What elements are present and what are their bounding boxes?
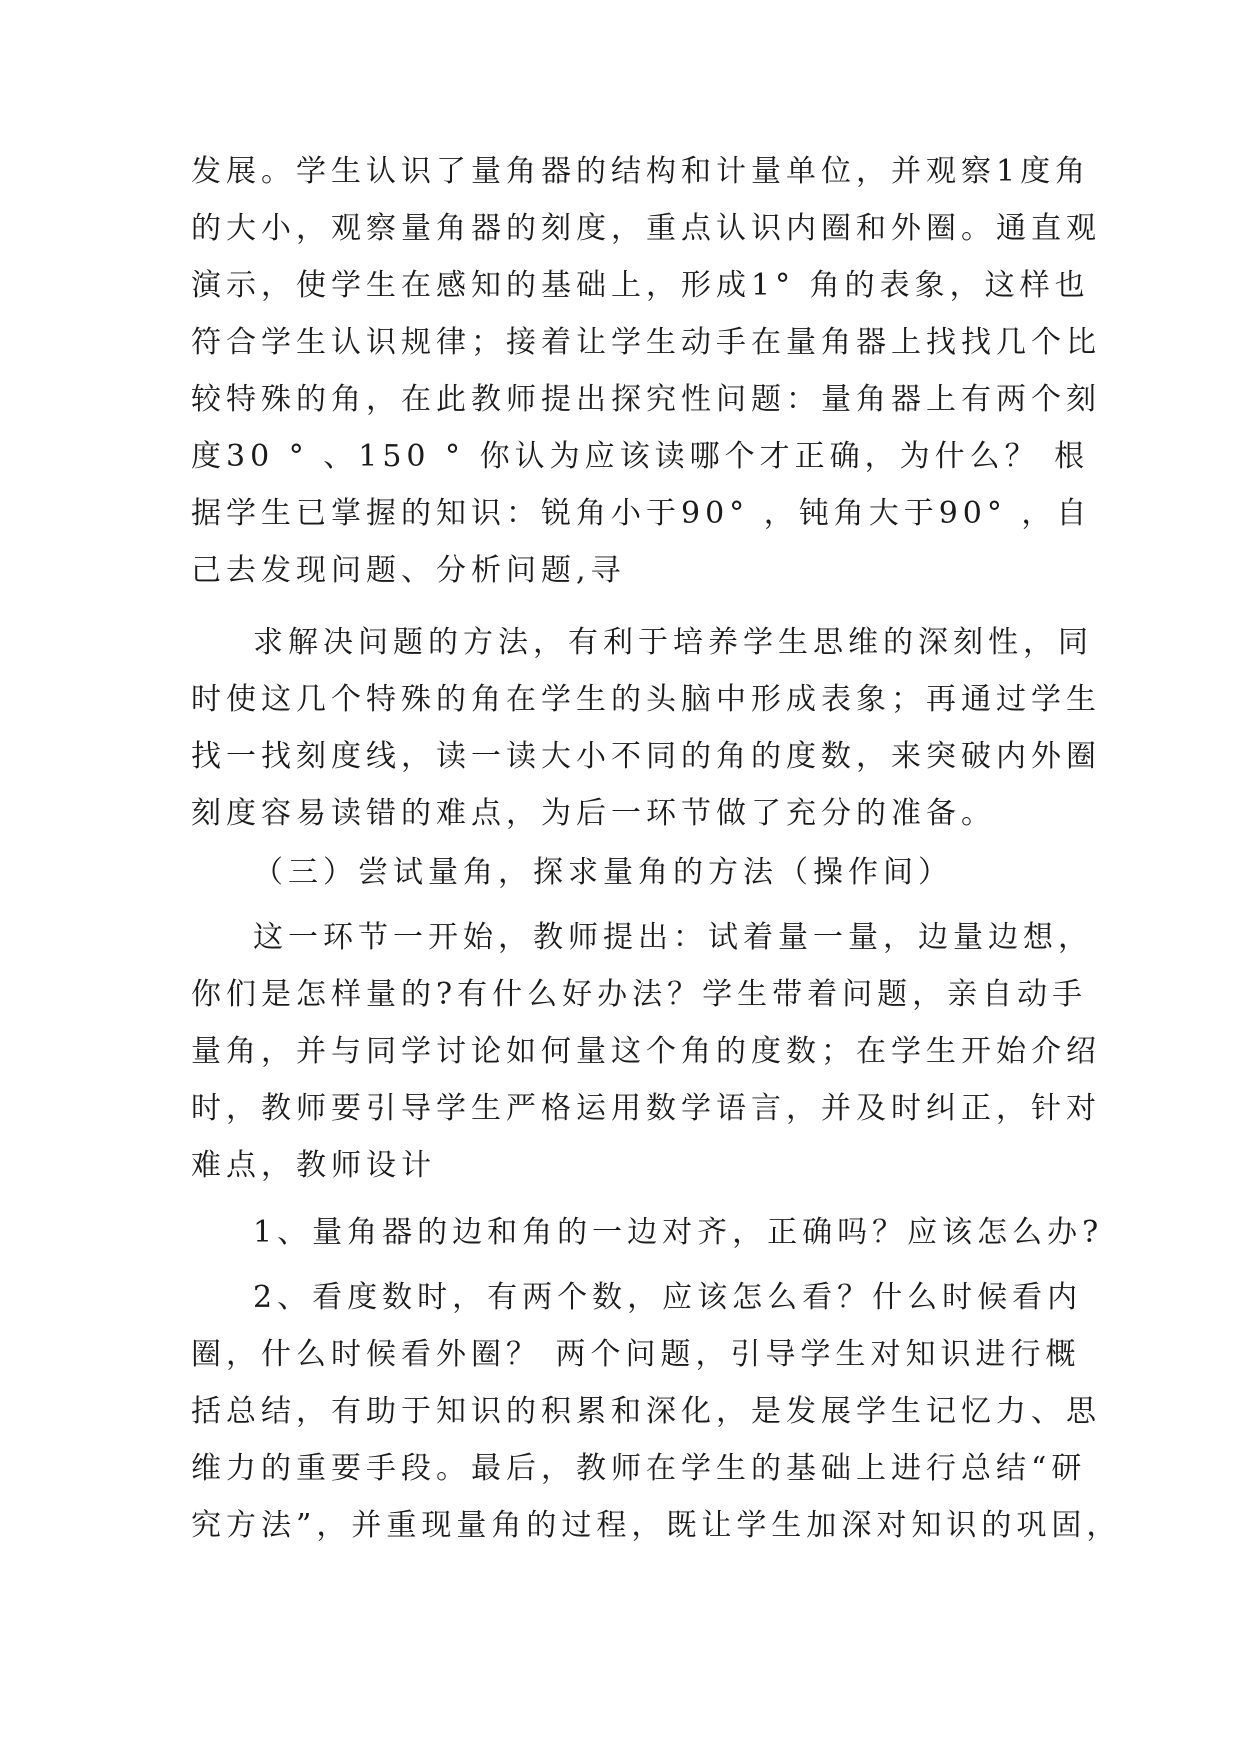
text-line: 找一找刻度线，读一读大小不同的角的度数，来突破内外圈	[191, 739, 1101, 774]
text-line: 求解决问题的方法，有利于培养学生思维的深刻性，同	[253, 625, 1093, 660]
text-line: 度30 ° 、150 ° 你认为应该读哪个才正确，为什么？ 根	[191, 439, 1090, 474]
text-line: 难点，教师设计	[191, 1148, 436, 1183]
text-line: 的大小，观察量角器的刻度，重点认识内圈和外圈。通直观	[191, 211, 1101, 246]
list-item: 1、量角器的边和角的一边对齐，正确吗？应该怎么办?	[253, 1215, 1104, 1250]
section-heading: （三）尝试量角，探求量角的方法（操作间）	[253, 855, 953, 890]
text-line: 量角，并与同学讨论如何量这个角的度数；在学生开始介绍	[191, 1034, 1101, 1069]
text-line: 时使这几个特殊的角在学生的头脑中形成表象；再通过学生	[191, 682, 1101, 717]
text-line: 这一环节一开始，教师提出：试着量一量，边量边想，	[253, 920, 1093, 955]
text-line: 演示，使学生在感知的基础上，形成1° 角的表象，这样也	[191, 268, 1090, 303]
text-line: 括总结，有助于知识的积累和深化，是发展学生记忆力、思	[191, 1394, 1101, 1429]
text-line: 据学生已掌握的知识：锐角小于90° ，钝角大于90° ，自	[191, 496, 1092, 531]
text-line: 你们是怎样量的?有什么好办法？学生带着问题，亲自动手	[191, 977, 1088, 1012]
text-line: 较特殊的角，在此教师提出探究性问题：量角器上有两个刻	[191, 382, 1101, 417]
text-line: 时，教师要引导学生严格运用数学语言，并及时纠正，针对	[191, 1091, 1101, 1126]
text-line: 究方法”，并重现量角的过程，既让学生加深对知识的巩固，	[191, 1508, 1122, 1543]
list-item: 2、看度数时，有两个数，应该怎么看？什么时候看内	[253, 1280, 1083, 1315]
text-line: 符合学生认识规律；接着让学生动手在量角器上找找几个比	[191, 325, 1101, 360]
text-line: 己去发现问题、分析问题,寻	[191, 553, 626, 588]
text-line: 维力的重要手段。最后，教师在学生的基础上进行总结“研	[191, 1451, 1087, 1486]
text-line: 圈，什么时候看外圈？ 两个问题，引导学生对知识进行概	[191, 1337, 1081, 1372]
text-line: 发展。学生认识了量角器的结构和计量单位，并观察1度角	[191, 154, 1091, 189]
text-line: 刻度容易读错的难点，为后一环节做了充分的准备。	[191, 796, 996, 831]
